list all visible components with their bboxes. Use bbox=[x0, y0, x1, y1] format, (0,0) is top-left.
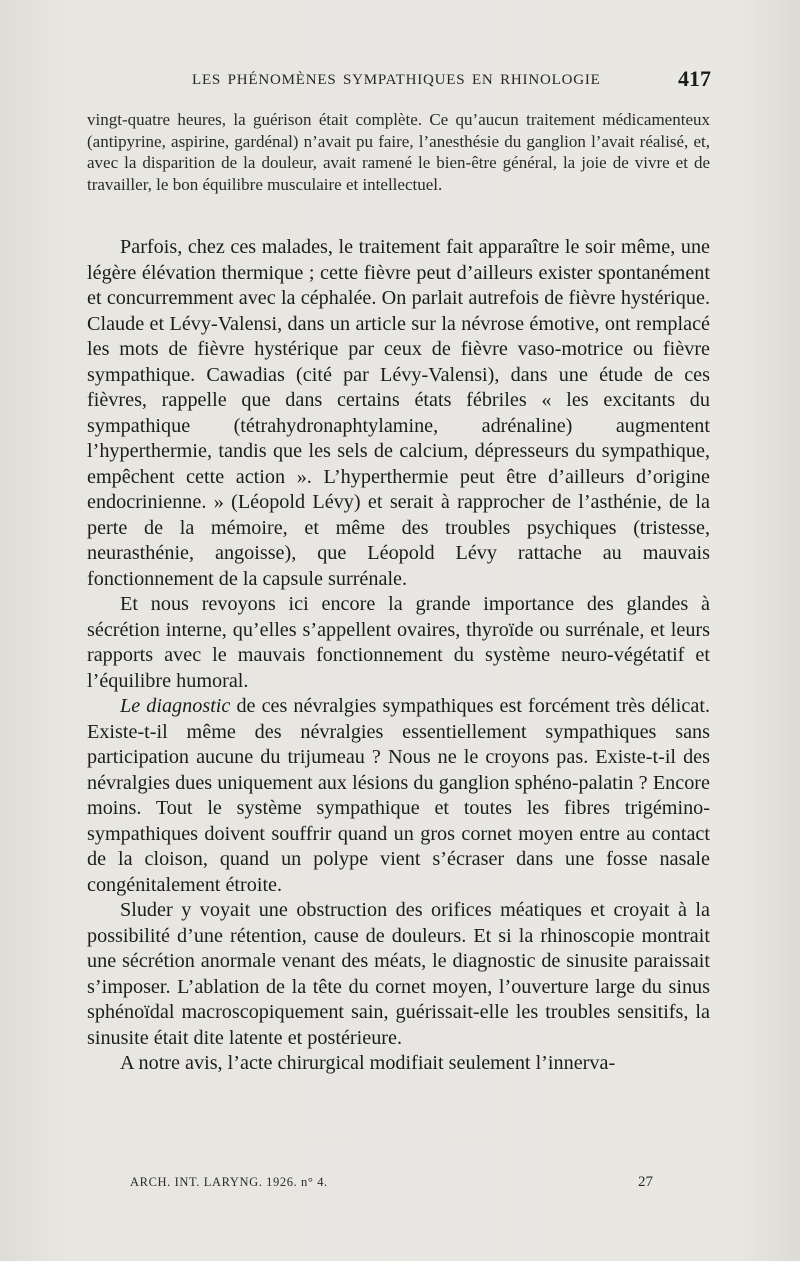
page-number: 417 bbox=[678, 66, 711, 91]
journal-reference: ARCH. INT. LARYNG. 1926. n° 4. bbox=[130, 1175, 328, 1189]
main-text bbox=[87, 235, 710, 1077]
page-header bbox=[86, 66, 711, 94]
paragraph-fever: Parfois, chez ces malades, le traitement fait apparaître le soir même, une légère élévation thermique ; cette fièvre peut d’ailleurs exister spontanément et concurremment avec la céphalée. On parlait autrefois de fièvre hystérique. Claude et Lévy-Valensi, dans un article sur la névrose émotive, ont remplacé les mots de fièvre hystérique par ceux de fièvre vaso-motrice ou fièvre sympathique. Cawadias (cité par Lévy-Valensi), dans une étude de ces fièvres, rappelle que dans certains états fébriles « les excitants du sympathique (tétrahydronaphtylamine, adrénaline) augmentent l’hyperthermie, tandis que les sels de calcium, dépresseurs du sympathique, empêchent cette action ». L’hyperthermie peut être d’ailleurs d’origine endocrinienne. » (Léopold Lévy) et serait à rapprocher de l’asthénie, de la perte de la mémoire, et même des troubles psychiques (tristesse, neurasthénie, angoisse), que Léopold Lévy rattache au mauvais fonctionnement de la capsule surrénale. bbox=[87, 236, 710, 590]
paragraph-sluder: Sluder y voyait une obstruction des orifices méatiques et croyait à la possibilité d’une rétention, cause de douleurs. Et si la rhinoscopie montrait une sécrétion anormale venant des méats, le diagnostic de sinusite paraissait s’imposer. L’ablation de la tête du cornet moyen, l’ouverture large du sinus sphénoïdal macroscopiquement sain, guérissait-elle les troubles sensitifs, la sinusite était dite latente et postérieure. bbox=[87, 899, 710, 1049]
page-footer bbox=[130, 1170, 653, 1194]
diagnosis-text: de ces névralgies sympathiques est forcément très délicat. Existe-t-il même des névralgies essentiellement sympathiques sans participation aucune du trijumeau ? Nous ne le croyons pas. Existe-t-il des névralgies dues uniquement aux lésions du ganglion sphéno-palatin ? Encore moins. Tout le système sympathique et toutes les fibres trigémino-sympathiques doivent souffrir quand un gros cornet moyen entre au contact de la cloison, quand un polype vient s’écraser dans une fosse nasale congénitalement étroite. bbox=[87, 695, 710, 896]
intro-paragraph: vingt-quatre heures, la guérison était complète. Ce qu’aucun traitement médicamenteux (antipyrine, aspirine, gardénal) n’avait pu faire, l’anesthésie du ganglion l’avait réalisé, et, avec la disparition de la douleur, avait ramené le bien-être général, la joie de vivre et de travailler, le bon équilibre musculaire et intellectuel. bbox=[87, 110, 710, 194]
running-title: LES PHÉNOMÈNES SYMPATHIQUES EN RHINOLOGIE bbox=[192, 72, 601, 88]
signature-mark: 27 bbox=[638, 1174, 653, 1190]
paragraph-glands: Et nous revoyons ici encore la grande importance des glandes à sécrétion interne, qu’elles s’appellent ovaires, thyroïde ou surrénale, et leurs rapports avec le mauvais fonctionnement du système neuro-végétatif et l’équilibre humoral. bbox=[87, 593, 710, 692]
paragraph-opinion: A notre avis, l’acte chirurgical modifiait seulement l’innerva- bbox=[120, 1052, 616, 1074]
paragraph-diagnosis bbox=[87, 694, 710, 898]
diagnosis-heading: Le diagnostic bbox=[120, 695, 231, 717]
